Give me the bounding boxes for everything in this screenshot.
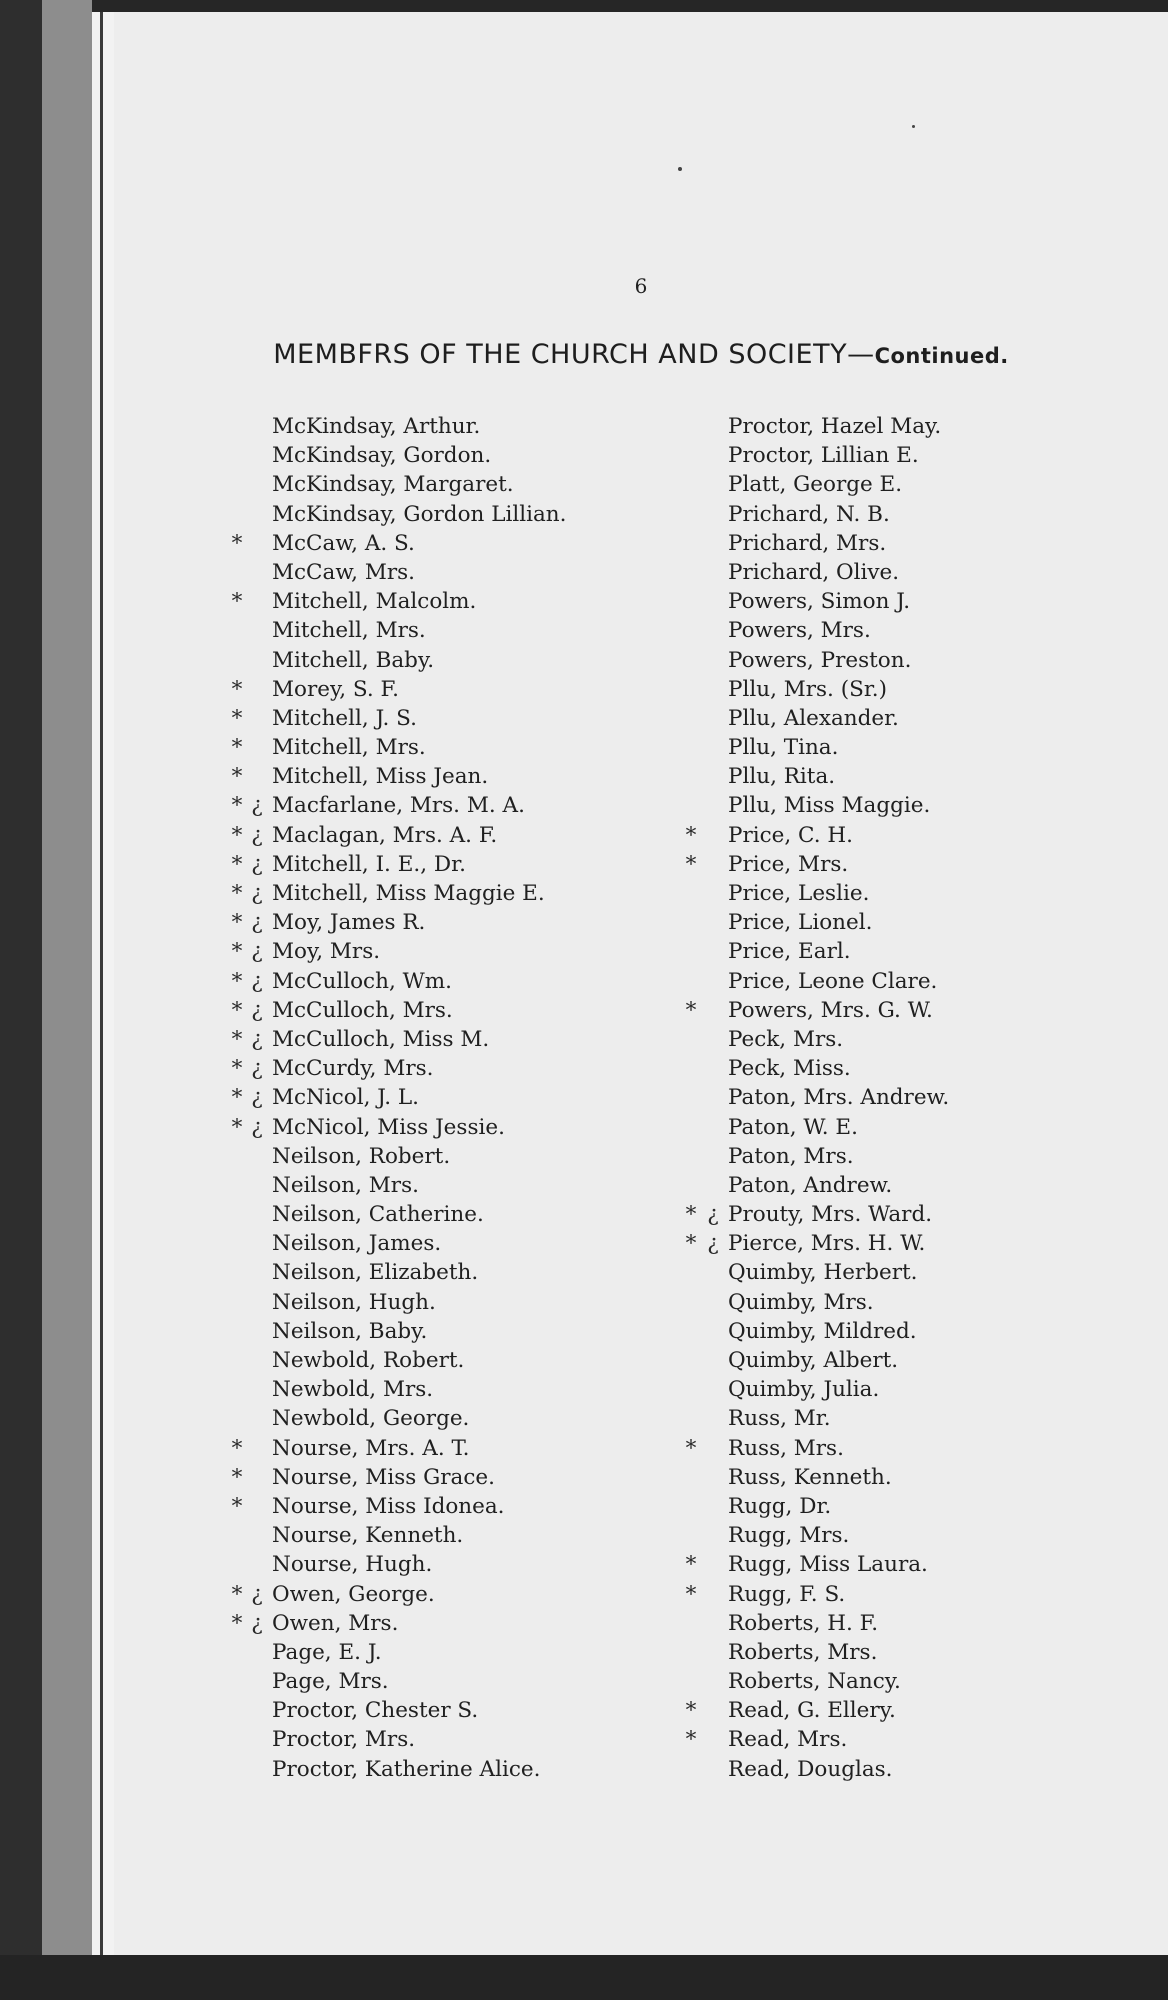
asterisk-mark: * (231, 910, 243, 936)
member-name: Newbold, Robert. (272, 1348, 465, 1373)
asterisk-mark: * (231, 764, 243, 790)
member-name: Rugg, Mrs. (728, 1523, 850, 1549)
member-name: Morey, S. F. (272, 676, 399, 702)
asterisk-mark: * (685, 1727, 697, 1753)
member-name: Russ, Mr. (728, 1406, 831, 1432)
member-name: Proctor, Lillian E. (728, 443, 919, 469)
member-name: Quimby, Herbert. (728, 1260, 918, 1286)
asterisk-mark: * (231, 939, 243, 965)
member-name: Moy, Mrs. (272, 939, 381, 965)
member-name: Owen, Mrs. (272, 1610, 399, 1636)
inverted-question-mark: ¿ (251, 939, 263, 965)
member-name: Read, G. Ellery. (728, 1698, 896, 1724)
member-name: McCulloch, Wm. (272, 968, 452, 994)
member-name: Price, Earl. (728, 939, 851, 965)
member-name: Price, Leone Clare. (728, 968, 938, 994)
asterisk-mark: * (231, 1581, 243, 1607)
member-name: Prichard, Olive. (728, 559, 900, 585)
inverted-question-mark: ¿ (251, 793, 263, 819)
member-name: Macfarlane, Mrs. M. A. (272, 793, 525, 819)
member-name: Maclagan, Mrs. A. F. (272, 822, 498, 848)
asterisk-mark: * (231, 997, 243, 1023)
asterisk-mark: * (231, 530, 243, 556)
inverted-question-mark: ¿ (251, 851, 263, 877)
member-name: McKindsay, Margaret. (272, 472, 514, 498)
asterisk-mark: * (231, 676, 243, 702)
member-name: Read, Douglas. (728, 1756, 893, 1782)
member-name: Russ, Mrs. (728, 1435, 844, 1461)
member-name: Price, Leslie. (728, 881, 870, 906)
scan-edge-grey (42, 0, 92, 2000)
inverted-question-mark: ¿ (251, 997, 263, 1023)
member-name: Paton, W. E. (728, 1114, 858, 1140)
asterisk-mark: * (231, 1493, 243, 1519)
asterisk-mark: * (231, 968, 243, 994)
inverted-question-mark: ¿ (707, 1231, 719, 1257)
heading-text: MEMBFRS OF THE CHURCH AND SOCIETY— (273, 339, 875, 370)
member-name: Owen, George. (272, 1581, 435, 1607)
member-name: McNicol, Miss Jessie. (272, 1114, 505, 1140)
member-name: Russ, Kenneth. (728, 1464, 892, 1490)
member-name: Powers, Mrs. (728, 618, 871, 644)
asterisk-mark: * (231, 1085, 243, 1111)
member-name: Quimby, Mildred. (728, 1318, 917, 1344)
member-name: Roberts, Nancy. (728, 1669, 901, 1695)
member-name: Read, Mrs. (728, 1727, 848, 1753)
member-name: Nourse, Miss Idonea. (272, 1493, 505, 1519)
member-name: Mitchell, Malcolm. (272, 589, 477, 615)
member-name: Prichard, Mrs. (728, 530, 887, 556)
member-name: Price, Mrs. (728, 851, 849, 877)
inverted-question-mark: ¿ (251, 1056, 263, 1082)
asterisk-mark: * (231, 735, 243, 761)
member-name: Neilson, Hugh. (272, 1289, 436, 1315)
member-name: Paton, Mrs. Andrew. (728, 1085, 950, 1111)
member-name: Rugg, Miss Laura. (728, 1552, 928, 1578)
asterisk-mark: * (685, 1202, 697, 1228)
member-name: Proctor, Katherine Alice. (272, 1756, 541, 1782)
page-number: 6 (634, 274, 648, 298)
member-name: Price, Lionel. (728, 910, 873, 936)
member-name: McCulloch, Miss M. (272, 1026, 490, 1052)
member-name: Pllu, Tina. (728, 735, 839, 761)
member-name: Paton, Andrew. (728, 1172, 893, 1198)
member-name: Peck, Mrs. (728, 1026, 844, 1052)
member-name: McCaw, A. S. (272, 530, 415, 556)
member-name: Neilson, Baby. (272, 1318, 428, 1344)
member-name: Rugg, Dr. (728, 1493, 832, 1519)
member-name: Neilson, James. (272, 1231, 442, 1257)
member-name: Mitchell, Mrs. (272, 618, 426, 644)
member-name: Pllu, Mrs. (Sr.) (728, 676, 887, 702)
inverted-question-mark: ¿ (251, 1026, 263, 1052)
inverted-question-mark: ¿ (707, 1202, 719, 1228)
asterisk-mark: * (685, 1552, 697, 1578)
asterisk-mark: * (231, 881, 243, 906)
asterisk-mark: * (231, 1610, 243, 1636)
member-name: Mitchell, Miss Jean. (272, 764, 489, 790)
member-name: Quimby, Albert. (728, 1348, 899, 1373)
member-name: Pierce, Mrs. H. W. (728, 1231, 926, 1257)
member-name: Pllu, Miss Maggie. (728, 793, 931, 819)
member-name: Peck, Miss. (728, 1056, 851, 1082)
asterisk-mark: * (685, 822, 697, 848)
page-heading (114, 339, 1168, 370)
inverted-question-mark: ¿ (251, 1581, 263, 1607)
member-name: Price, C. H. (728, 822, 853, 848)
member-name: Powers, Preston. (728, 647, 912, 673)
asterisk-mark: * (231, 1114, 243, 1140)
asterisk-mark: * (685, 1581, 697, 1607)
member-name: McKindsay, Arthur. (272, 414, 481, 439)
member-name: Nourse, Miss Grace. (272, 1464, 495, 1490)
member-name: Prichard, N. B. (728, 501, 890, 527)
member-name: McCulloch, Mrs. (272, 997, 453, 1023)
inverted-question-mark: ¿ (251, 1114, 263, 1140)
ink-speck (678, 167, 682, 171)
inverted-question-mark: ¿ (251, 822, 263, 848)
member-name: McCurdy, Mrs. (272, 1056, 434, 1082)
member-name: Newbold, George. (272, 1406, 470, 1432)
inverted-question-mark: ¿ (251, 910, 263, 936)
member-name: Roberts, Mrs. (728, 1639, 878, 1665)
document-page (114, 12, 1168, 1955)
scan-top-border (92, 0, 1168, 12)
member-name: McCaw, Mrs. (272, 559, 416, 585)
member-name: Proctor, Hazel May. (728, 414, 942, 439)
scan-bottom-border (0, 1955, 1168, 2000)
inverted-question-mark: ¿ (251, 881, 263, 906)
asterisk-mark: * (231, 1435, 243, 1461)
member-name: Quimby, Mrs. (728, 1289, 874, 1315)
asterisk-mark: * (685, 1435, 697, 1461)
member-name: Powers, Mrs. G. W. (728, 997, 933, 1023)
scan-edge-dark (0, 0, 42, 2000)
member-name: Neilson, Elizabeth. (272, 1260, 479, 1286)
member-name: Neilson, Robert. (272, 1143, 451, 1169)
member-name: Mitchell, Mrs. (272, 735, 426, 761)
asterisk-mark: * (231, 589, 243, 615)
member-name: Mitchell, Miss Maggie E. (272, 881, 545, 906)
asterisk-mark: * (231, 1026, 243, 1052)
asterisk-mark: * (231, 851, 243, 877)
asterisk-mark: * (231, 705, 243, 731)
member-name: Mitchell, I. E., Dr. (272, 851, 466, 877)
member-name: Quimby, Julia. (728, 1377, 880, 1403)
inverted-question-mark: ¿ (251, 1610, 263, 1636)
member-name: Nourse, Hugh. (272, 1552, 433, 1578)
member-name: Mitchell, J. S. (272, 705, 417, 731)
member-name: Mitchell, Baby. (272, 647, 435, 673)
member-name: Neilson, Catherine. (272, 1202, 484, 1228)
scan-edge-white (92, 0, 114, 2000)
member-name: Prouty, Mrs. Ward. (728, 1202, 933, 1228)
heading-continued: Continued. (874, 344, 1009, 368)
member-name: Newbold, Mrs. (272, 1377, 434, 1403)
member-name: Proctor, Mrs. (272, 1727, 416, 1753)
member-name: Neilson, Mrs. (272, 1172, 419, 1198)
member-name: Powers, Simon J. (728, 589, 911, 615)
asterisk-mark: * (231, 1464, 243, 1490)
asterisk-mark: * (685, 1698, 697, 1724)
asterisk-mark: * (231, 793, 243, 819)
asterisk-mark: * (685, 1231, 697, 1257)
member-name: Page, Mrs. (272, 1669, 389, 1695)
member-name: Nourse, Mrs. A. T. (272, 1435, 470, 1461)
member-name: Proctor, Chester S. (272, 1698, 479, 1724)
member-name: McKindsay, Gordon. (272, 443, 492, 469)
member-name: Nourse, Kenneth. (272, 1523, 464, 1549)
member-name: Moy, James R. (272, 910, 426, 936)
inverted-question-mark: ¿ (251, 1085, 263, 1111)
member-name: Rugg, F. S. (728, 1581, 846, 1607)
ink-speck (912, 125, 915, 128)
member-name: McNicol, J. L. (272, 1085, 420, 1111)
member-name: Roberts, H. F. (728, 1610, 879, 1636)
member-name: Pllu, Alexander. (728, 705, 899, 731)
member-name: McKindsay, Gordon Lillian. (272, 501, 567, 527)
inverted-question-mark: ¿ (251, 968, 263, 994)
member-name: Platt, George E. (728, 472, 903, 498)
member-name: Pllu, Rita. (728, 764, 836, 790)
asterisk-mark: * (231, 822, 243, 848)
asterisk-mark: * (685, 997, 697, 1023)
page-edge-rule (100, 0, 103, 1955)
asterisk-mark: * (685, 851, 697, 877)
member-name: Page, E. J. (272, 1639, 382, 1665)
asterisk-mark: * (231, 1056, 243, 1082)
member-name: Paton, Mrs. (728, 1143, 854, 1169)
